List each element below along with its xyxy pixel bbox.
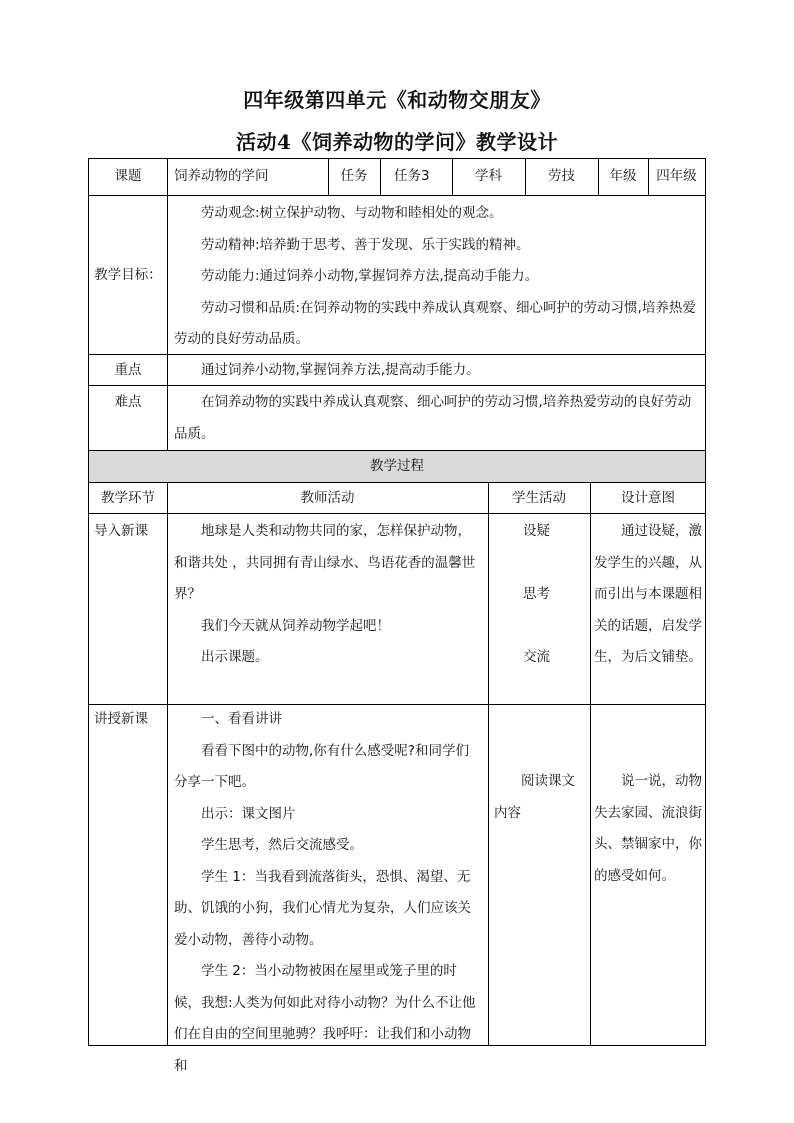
objectives-label: 教学目标：: [94, 267, 162, 283]
rule: [488, 482, 489, 1046]
objective-item: 劳动精神:培养勤于思考、善于发现、乐于实践的精神。: [201, 236, 530, 253]
lesson-teacher-line: 学生 1：当我看到流落街头，恐惧、渴望、无助、饥饿的小狗，我们心情尤为复杂，人们应该关爱小动物，善待小动物。: [174, 868, 471, 948]
objective-item: 劳动能力:通过饲养小动物,掌握饲养方法,提高动手能力。: [201, 268, 539, 284]
rule: [380, 158, 381, 196]
intro-intent: [594, 516, 702, 674]
rule: [88, 385, 706, 386]
grade-label: 年级: [609, 168, 637, 184]
lesson-intent-paragraph: 说一说，动物失去家园、流浪街头、禁锢家中，你的感受如何。: [594, 773, 702, 884]
key-point-label: 重点: [114, 362, 142, 378]
intro-teacher: [174, 516, 482, 674]
intro-teacher-line: 地球是人类和动物共同的家，怎样保护动物，和谐共处 ，共同拥有青山绿水、鸟语花香的温馨世界？: [174, 523, 476, 602]
rule: [88, 195, 706, 196]
intro-student-3: 交流: [523, 649, 550, 665]
intro-teacher-line: 我们今天就从饲养动物学起吧！: [201, 617, 390, 634]
rule: [167, 482, 168, 1046]
subject-value: 劳技: [548, 168, 575, 184]
objectives-list: [174, 198, 702, 356]
course-value: 饲养动物的学问: [174, 168, 269, 184]
lesson-teacher: [174, 704, 482, 1082]
intro-intent-paragraph: 通过设疑，激发学生的兴趣，从而引出与本课题相关的话题，启发学生，为后文铺垫。: [594, 523, 702, 665]
course-label: 课题: [114, 168, 142, 184]
document-subtitle: 活动4《饲养动物的学问》教学设计: [236, 130, 558, 154]
difficulty-label: 难点: [114, 394, 142, 410]
column-header-intent: 设计意图: [621, 490, 675, 506]
lesson-teacher-line: 出示：课文图片: [201, 805, 296, 822]
rule: [705, 158, 706, 1046]
intro-teacher-line: 出示课题。: [201, 649, 269, 665]
document-title: 四年级第四单元《和动物交朋友》: [243, 88, 551, 112]
rule: [88, 158, 706, 159]
key-point-paragraph: 通过饲养小动物,掌握饲养方法,提高动手能力。: [201, 362, 480, 378]
difficulty-text: [174, 387, 702, 450]
rule: [590, 482, 591, 1046]
lesson-teacher-line: 学生思考，然后交流感受。: [201, 837, 363, 853]
rule: [88, 513, 706, 514]
objective-item: 劳动习惯和品质:在饲养动物的实践中养成认真观察、细心呵护的劳动习惯,培养热爱劳动的良好劳动品质。: [174, 299, 696, 347]
lesson-student-paragraph: 阅读课文内容: [494, 773, 575, 821]
task-label: 任务: [340, 168, 368, 184]
column-header-teacher: 教师活动: [300, 490, 355, 506]
task-value: 任务3: [394, 168, 430, 184]
column-header-stage: 教学环节: [101, 490, 155, 506]
intro-stage: 导入新课: [94, 523, 148, 539]
grade-value: 四年级: [656, 168, 697, 184]
subject-label: 学科: [475, 168, 502, 184]
intro-student-1: 设疑: [523, 523, 550, 539]
lesson-teacher-line: 一、看看讲讲: [201, 711, 282, 727]
intro-student-2: 思考: [523, 586, 550, 602]
lesson-stage: 讲授新课: [94, 711, 148, 727]
process-heading: 教学过程: [370, 458, 424, 474]
difficulty-paragraph: 在饲养动物的实践中养成认真观察、细心呵护的劳动习惯,培养热爱劳动的良好劳动品质。: [174, 394, 692, 442]
lesson-student: [494, 766, 586, 829]
column-header-student: 学生活动: [512, 490, 566, 506]
lesson-teacher-line: 看看下图中的动物,你有什么感受呢?和同学们分享一下吧。: [174, 742, 469, 790]
lesson-teacher-line: 学生 2：当小动物被困在屋里或笼子里的时候，我想:人类为何如此对待小动物？为什么不让他们在自由的空间里驰骋？我呼吁：让我们和小动物和: [174, 963, 476, 1074]
objective-item: 劳动观念:树立保护动物、与动物和睦相处的观念。: [201, 205, 503, 221]
key-point-text: [174, 355, 702, 385]
lesson-intent: [594, 766, 702, 892]
